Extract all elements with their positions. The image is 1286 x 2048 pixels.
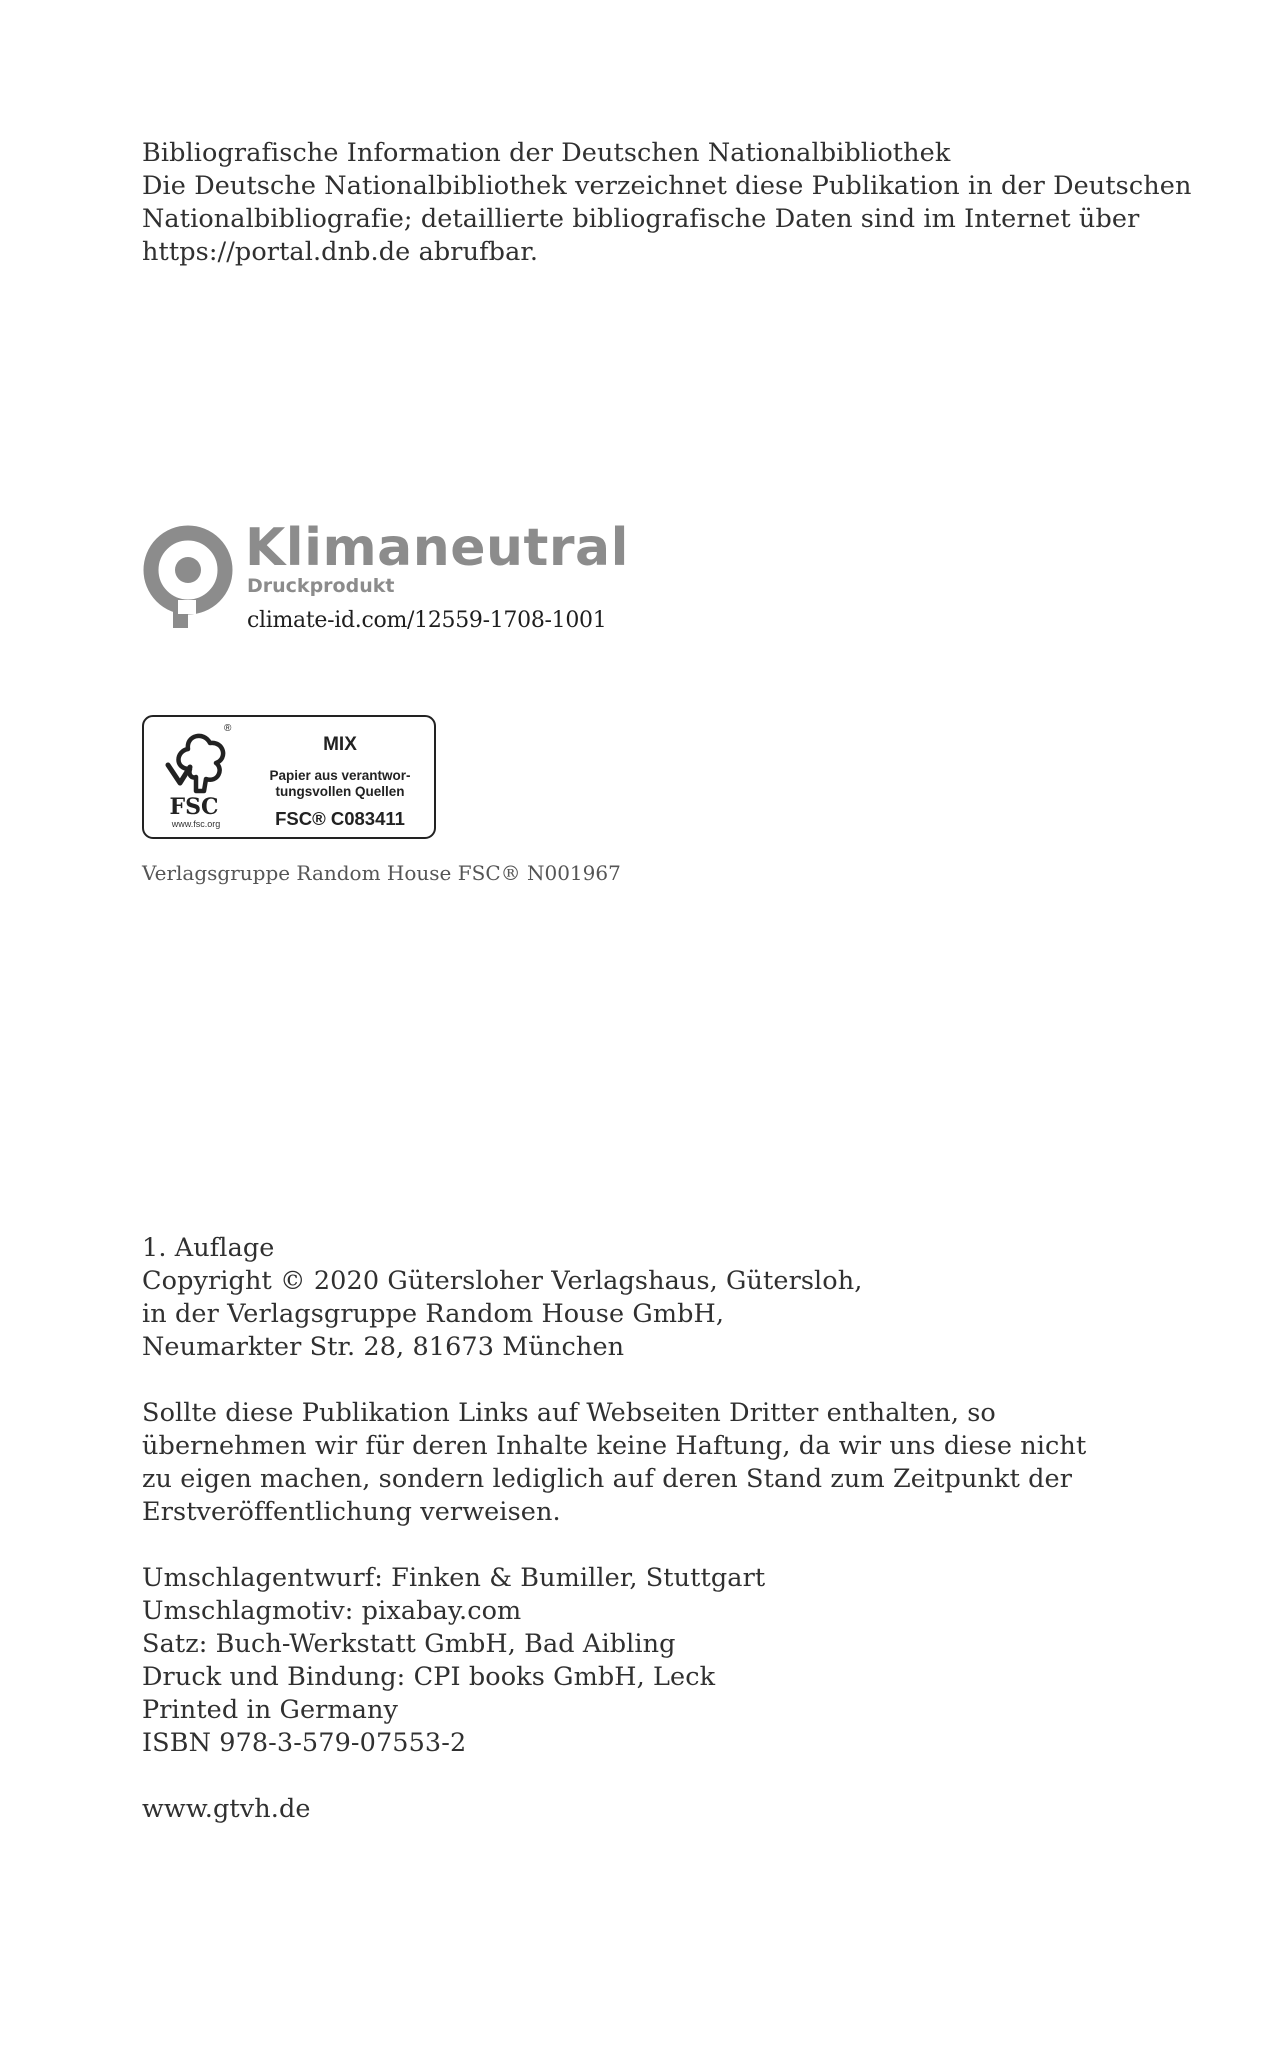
fsc-label	[142, 715, 436, 839]
link-disclaimer	[142, 1397, 1086, 1529]
climate-neutral-icon	[142, 524, 236, 628]
bibliographic-heading: Bibliografische Information der Deutschen Nationalbibliothek	[142, 138, 951, 168]
bibliographic-text-line: Die Deutsche Nationalbibliothek verzeichnet diese Publikation in der Deutschen	[142, 171, 1192, 201]
fsc-description	[250, 768, 430, 800]
climate-id-url: climate-id.com/12559-1708-1001	[247, 608, 607, 633]
disclaimer-line: Sollte diese Publikation Links auf Webseiten Dritter enthalten, so	[142, 1398, 996, 1428]
fsc-website: www.fsc.org	[171, 819, 221, 829]
production-credits	[142, 1562, 765, 1760]
fsc-tree-icon	[154, 725, 234, 797]
edition-copyright	[142, 1232, 862, 1364]
disclaimer-line: zu eigen machen, sondern lediglich auf deren Stand zum Zeitpunkt der	[142, 1464, 1073, 1494]
fsc-description-line: Papier aus verantwor-	[269, 768, 411, 783]
bibliographic-text-line: https://portal.dnb.de abrufbar.	[142, 237, 539, 267]
climate-label-subtitle: Druckprodukt	[247, 575, 395, 597]
fsc-license-code: FSC® C083411	[275, 808, 405, 829]
fsc-caption: Verlagsgruppe Random House FSC® N001967	[142, 861, 621, 885]
typesetting-credit: Satz: Buch-Werkstatt GmbH, Bad Aibling	[142, 1629, 676, 1659]
fsc-description-line: tungsvollen Quellen	[275, 784, 405, 799]
climate-label-title: Klimaneutral	[245, 518, 629, 578]
publisher-line: in der Verlagsgruppe Random House GmbH,	[142, 1299, 725, 1329]
printed-in: Printed in Germany	[142, 1695, 399, 1725]
cover-image-credit: Umschlagmotiv: pixabay.com	[142, 1596, 522, 1626]
cover-design-credit: Umschlagentwurf: Finken & Bumiller, Stuttgart	[142, 1563, 766, 1593]
printing-credit: Druck und Bindung: CPI books GmbH, Leck	[142, 1662, 716, 1692]
fsc-registered-mark: ®	[224, 723, 232, 734]
publisher-website: www.gtvh.de	[142, 1794, 311, 1824]
bibliographic-text-line: Nationalbibliografie; detaillierte bibliografische Daten sind im Internet über	[142, 204, 1140, 234]
fsc-logo-text: FSC	[169, 794, 219, 820]
climate-neutral-label	[142, 518, 629, 644]
edition-line: 1. Auflage	[142, 1233, 275, 1263]
fsc-category: MIX	[323, 734, 357, 755]
isbn: ISBN 978-3-579-07553-2	[142, 1728, 467, 1758]
address-line: Neumarkter Str. 28, 81673 München	[142, 1332, 625, 1362]
bibliographic-notice	[142, 137, 1191, 269]
disclaimer-line: übernehmen wir für deren Inhalte keine Haftung, da wir uns diese nicht	[142, 1431, 1087, 1461]
copyright-line: Copyright © 2020 Gütersloher Verlagshaus, Gütersloh,	[142, 1266, 863, 1296]
disclaimer-line: Erstveröffentlichung verweisen.	[142, 1497, 561, 1527]
